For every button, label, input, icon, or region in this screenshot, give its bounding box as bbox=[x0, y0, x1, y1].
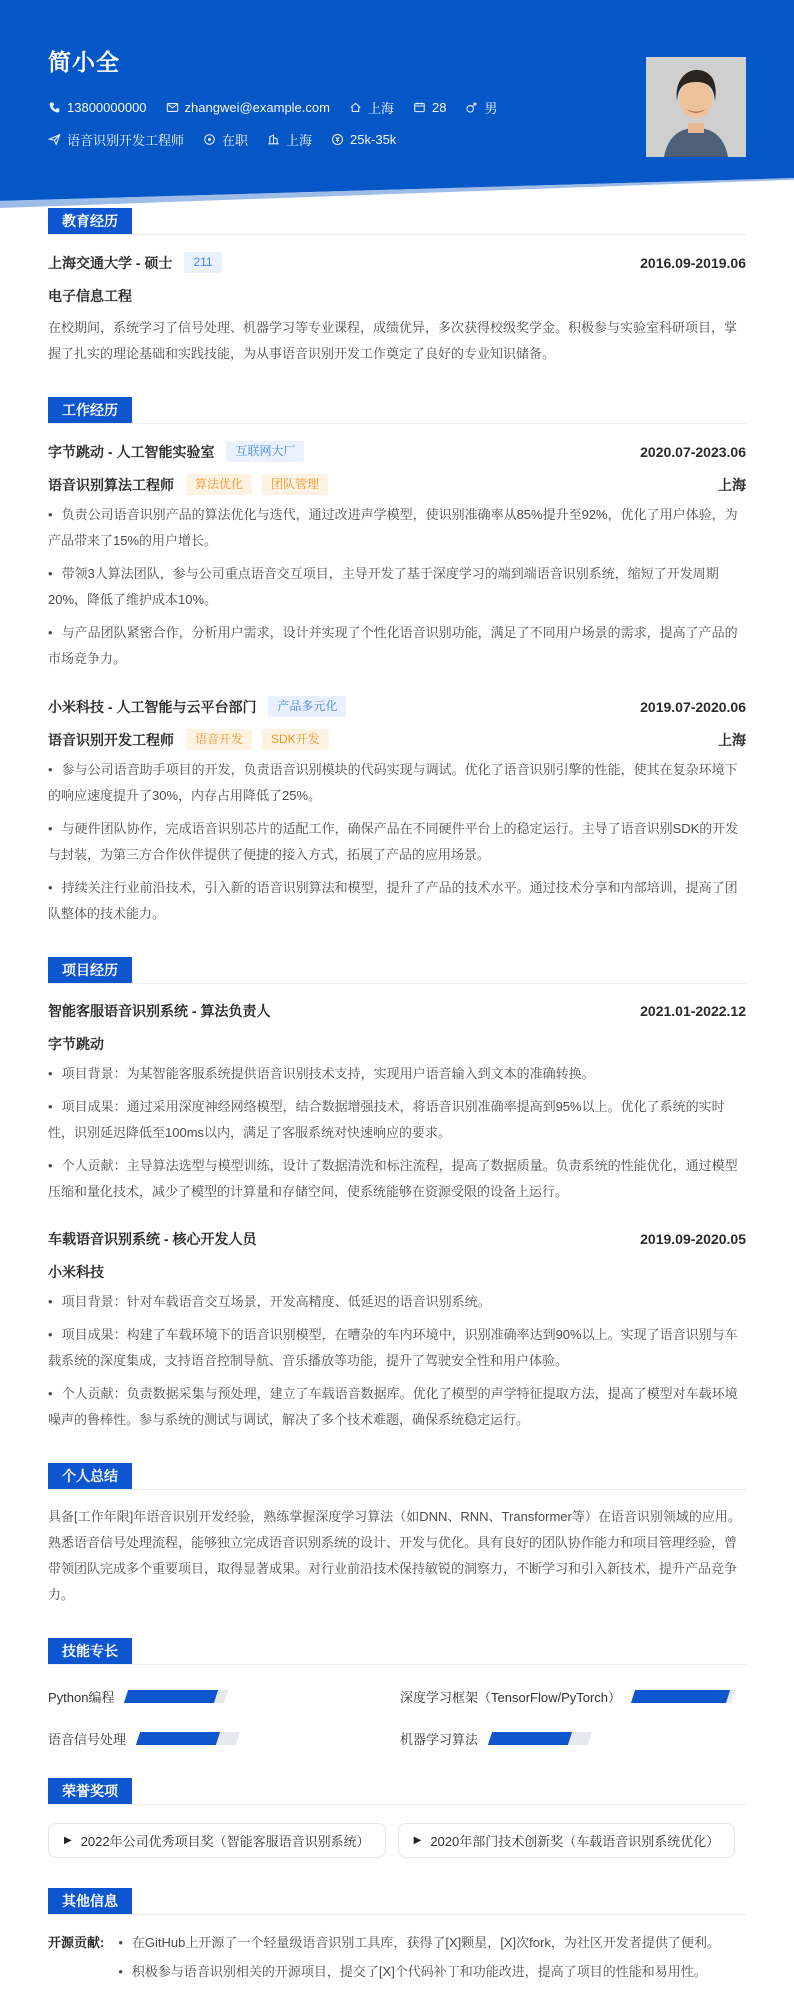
skill-name: 机器学习算法 bbox=[400, 1732, 479, 1747]
home-city: 上海 bbox=[367, 101, 394, 116]
bullet-icon: • bbox=[48, 1294, 53, 1309]
skill-bar-fill bbox=[488, 1732, 572, 1745]
section-education bbox=[48, 208, 746, 367]
contact-home bbox=[349, 98, 394, 117]
section-projects bbox=[48, 957, 746, 1433]
work-bullet: • 与硬件团队协作，完成语音识别芯片的适配工作，确保产品在不同硬件平台上的稳定运行。主导了语音识别SDK的开发与封装，为第三方合作伙伴提供了便捷的接入方式，拓展了产品的应用场景。 bbox=[48, 821, 739, 862]
position-tag: 算法优化 bbox=[186, 474, 252, 495]
section-honors bbox=[48, 1778, 746, 1858]
open-source-bullet: • 在GitHub上开源了一个轻量级语音识别工具库，获得了[X]颗星，[X]次fork，为社区开发者提供了便利。 bbox=[118, 1935, 720, 1950]
project-item-2 bbox=[48, 1229, 746, 1433]
contact-position bbox=[48, 130, 184, 149]
resume-header bbox=[0, 0, 794, 208]
bullet-icon: • bbox=[48, 507, 53, 522]
section-badge-projects: 项目经历 bbox=[48, 957, 132, 983]
section-header-summary bbox=[48, 1463, 746, 1490]
position-icon bbox=[48, 133, 61, 146]
salary-range: 25k-35k bbox=[350, 132, 397, 147]
bullet-icon: • bbox=[48, 1327, 53, 1342]
bullet-icon: • bbox=[48, 625, 53, 640]
section-badge-other: 其他信息 bbox=[48, 1888, 132, 1914]
skill-item-machine-learning bbox=[400, 1729, 746, 1748]
bullet-icon: • bbox=[48, 880, 53, 895]
work-location: 上海 bbox=[718, 476, 746, 493]
position-tag: 语音开发 bbox=[186, 729, 252, 750]
skill-bar bbox=[488, 1732, 592, 1745]
resume-content bbox=[0, 208, 794, 2013]
work-city: 上海 bbox=[286, 133, 313, 148]
company-name: 字节跳动 - 人工智能实验室 bbox=[48, 443, 215, 460]
section-badge-honors: 荣誉奖项 bbox=[48, 1778, 132, 1804]
project-bullet: • 项目成果：通过采用深度神经网络模型，结合数据增强技术，将语音识别准确率提高到95%以上。优化了系统的实时性，识别延迟降低至100ms以内，满足了客服系统对快速响应的要求。 bbox=[48, 1099, 725, 1140]
skill-bar bbox=[631, 1690, 735, 1703]
mail-icon bbox=[166, 101, 179, 114]
summary-text: 具备[工作年限]年语音识别开发经验，熟练掌握深度学习算法（如DNN、RNN、Transformer等）在语音识别领域的应用。熟悉语音信号处理流程，能够独立完成语音识别系统的设计、开发与优化。具有良好的团队协作能力和项目管理经验，曾带领团队完成多个重要项目，取得显著成果。对行业前沿技术保持敏锐的洞察力，不断学习和引入新技术，提升产品竞争力。 bbox=[48, 1509, 741, 1602]
skill-name: Python编程 bbox=[48, 1690, 115, 1705]
bullet-icon: • bbox=[48, 1099, 53, 1114]
work-date: 2019.07-2020.06 bbox=[640, 698, 746, 715]
honor-text: 2020年部门技术创新奖（车载语音识别系统优化） bbox=[430, 1834, 720, 1849]
contact-age bbox=[413, 100, 446, 115]
contact-phone bbox=[48, 100, 147, 115]
section-header-honors bbox=[48, 1778, 746, 1805]
bullet-icon: • bbox=[48, 566, 53, 581]
project-name: 车载语音识别系统 - 核心开发人员 bbox=[48, 1231, 257, 1247]
position-tag: 团队管理 bbox=[262, 474, 328, 495]
project-item-1 bbox=[48, 1001, 746, 1205]
project-bullet: • 项目成果：构建了车载环境下的语音识别模型，在嘈杂的车内环境中，识别准确率达到90%以上。实现了语音识别与车载系统的深度集成，支持语音控制导航、音乐播放等功能，提升了驾驶安全性和用户体验。 bbox=[48, 1327, 738, 1368]
candidate-name: 简小全 bbox=[48, 49, 120, 75]
project-bullet: • 个人贡献：主导算法选型与模型训练，设计了数据清洗和标注流程，提高了数据质量。负责系统的性能优化，通过模型压缩和量化技术，减少了模型的计算量和存储空间，使系统能够在资源受限的设备上运行。 bbox=[48, 1158, 738, 1199]
open-source-label: 开源贡献: bbox=[48, 1935, 105, 1950]
honors-row bbox=[48, 1823, 746, 1858]
skill-bar-fill bbox=[124, 1690, 218, 1703]
open-source-row bbox=[48, 1930, 746, 1985]
honor-text: 2022年公司优秀项目奖（智能客服语音识别系统） bbox=[80, 1834, 370, 1849]
section-header-skills bbox=[48, 1638, 746, 1665]
skill-item-python bbox=[48, 1687, 400, 1706]
section-work bbox=[48, 397, 746, 927]
open-source-bullet: • 积极参与语音识别相关的开源项目，提交了[X]个代码补丁和功能改进，提高了项目的性能和易用性。 bbox=[118, 1964, 707, 1979]
work-item-2 bbox=[48, 696, 746, 927]
profile-photo bbox=[646, 57, 746, 157]
project-date: 2021.01-2022.12 bbox=[640, 1003, 746, 1019]
school-name: 上海交通大学 - 硕士 bbox=[48, 254, 173, 271]
bullet-icon: • bbox=[48, 1386, 53, 1401]
company-tag: 互联网大厂 bbox=[226, 441, 304, 462]
project-bullet: • 项目背景：针对车载语音交互场景，开发高精度、低延迟的语音识别系统。 bbox=[48, 1294, 491, 1309]
skill-bar bbox=[124, 1690, 228, 1703]
skill-name: 深度学习框架（TensorFlow/PyTorch） bbox=[400, 1690, 622, 1705]
section-badge-summary: 个人总结 bbox=[48, 1463, 132, 1489]
project-company: 小米科技 bbox=[48, 1264, 104, 1280]
position-title: 语音识别开发工程师 bbox=[48, 731, 174, 748]
education-major: 电子信息工程 bbox=[48, 288, 132, 304]
status-icon bbox=[203, 133, 216, 146]
section-other bbox=[48, 1888, 746, 1985]
contact-status bbox=[203, 130, 248, 149]
section-badge-education: 教育经历 bbox=[48, 208, 132, 234]
email-address: zhangwei@example.com bbox=[184, 100, 330, 115]
section-badge-work: 工作经历 bbox=[48, 397, 132, 423]
work-bullet: • 持续关注行业前沿技术，引入新的语音识别算法和模型，提升了产品的技术水平。通过技术分享和内部培训，提高了团队整体的技术能力。 bbox=[48, 880, 738, 921]
contact-row-1 bbox=[48, 98, 746, 117]
company-name: 小米科技 - 人工智能与云平台部门 bbox=[48, 698, 257, 715]
company-tag: 产品多元化 bbox=[268, 696, 346, 717]
section-badge-skills: 技能专长 bbox=[48, 1638, 132, 1664]
work-bullet: • 负责公司语音识别产品的算法优化与迭代，通过改进声学模型，使识别准确率从85%提升至92%，优化了用户体验，为产品带来了15%的用户增长。 bbox=[48, 507, 738, 548]
school-tag-211: 211 bbox=[184, 252, 221, 273]
section-header-work bbox=[48, 397, 746, 424]
bullet-icon: • bbox=[48, 1158, 53, 1173]
work-bullet: • 带领3人算法团队，参与公司重点语音交互项目，主导开发了基于深度学习的端到端语音识别系统，缩短了开发周期20%，降低了维护成本10%。 bbox=[48, 566, 719, 607]
age-icon bbox=[413, 101, 426, 114]
project-bullet: • 个人贡献：负责数据采集与预处理，建立了车载语音数据库。优化了模型的声学特征提取方法，提高了模型对车载环境噪声的鲁棒性。参与系统的测试与调试，解决了多个技术难题，确保系统稳定运行。 bbox=[48, 1386, 738, 1427]
contact-row-2 bbox=[48, 130, 746, 149]
bullet-icon: • bbox=[48, 1066, 53, 1081]
project-company: 字节跳动 bbox=[48, 1036, 104, 1052]
job-status: 在职 bbox=[222, 133, 249, 148]
honor-item-2[interactable] bbox=[398, 1823, 736, 1858]
bullet-icon: • bbox=[118, 1935, 123, 1950]
position-title: 语音识别算法工程师 bbox=[48, 476, 174, 493]
play-icon: ▶ bbox=[413, 1835, 422, 1846]
position-tag: SDK开发 bbox=[262, 729, 329, 750]
work-location: 上海 bbox=[718, 731, 746, 748]
section-header-other bbox=[48, 1888, 746, 1915]
skill-name: 语音信号处理 bbox=[48, 1732, 127, 1747]
city-icon bbox=[267, 133, 280, 146]
skill-item-speech-signal bbox=[48, 1729, 400, 1748]
gender-icon bbox=[465, 101, 478, 114]
project-bullet: • 项目背景：为某智能客服系统提供语音识别技术支持，实现用户语音输入到文本的准确转换。 bbox=[48, 1066, 595, 1081]
home-icon bbox=[349, 101, 362, 114]
play-icon: ▶ bbox=[64, 1835, 72, 1846]
skill-bar-fill bbox=[136, 1732, 220, 1745]
section-skills bbox=[48, 1638, 746, 1748]
bullet-icon: • bbox=[48, 821, 53, 836]
project-date: 2019.09-2020.05 bbox=[640, 1231, 746, 1247]
phone-number: 13800000000 bbox=[67, 100, 147, 115]
section-header-education bbox=[48, 208, 746, 235]
work-bullet: • 参与公司语音助手项目的开发，负责语音识别模块的代码实现与调试。优化了语音识别引擎的性能，使其在复杂环境下的响应速度提升了30%，内存占用降低了25%。 bbox=[48, 762, 738, 803]
section-summary bbox=[48, 1463, 746, 1608]
work-date: 2020.07-2023.06 bbox=[640, 443, 746, 460]
skill-item-deep-learning bbox=[400, 1687, 746, 1706]
section-header-projects bbox=[48, 957, 746, 984]
job-title: 语音识别开发工程师 bbox=[67, 133, 185, 148]
bullet-icon: • bbox=[48, 762, 53, 777]
education-date: 2016.09-2019.06 bbox=[640, 254, 746, 271]
contact-email bbox=[166, 100, 330, 115]
gender-value: 男 bbox=[484, 101, 498, 116]
phone-icon bbox=[48, 101, 61, 114]
work-bullet: • 与产品团队紧密合作，分析用户需求，设计并实现了个性化语音识别功能，满足了不同用户场景的需求，提高了产品的市场竞争力。 bbox=[48, 625, 738, 666]
skill-bar bbox=[136, 1732, 240, 1745]
contact-gender bbox=[465, 98, 497, 117]
salary-icon bbox=[331, 133, 344, 146]
skills-grid bbox=[48, 1687, 746, 1748]
work-item-1 bbox=[48, 441, 746, 672]
bullet-icon: • bbox=[118, 1964, 123, 1979]
age-value: 28 bbox=[431, 100, 447, 115]
honor-item-1[interactable] bbox=[48, 1823, 386, 1858]
contact-city bbox=[267, 130, 312, 149]
contact-salary bbox=[331, 132, 396, 147]
education-description: 在校期间，系统学习了信号处理、机器学习等专业课程，成绩优异，多次获得校级奖学金。积极参与实验室科研项目，掌握了扎实的理论基础和实践技能，为从事语音识别开发工作奠定了良好的专业知识储备。 bbox=[48, 320, 738, 361]
skill-bar-fill bbox=[631, 1690, 730, 1703]
project-name: 智能客服语音识别系统 - 算法负责人 bbox=[48, 1003, 271, 1019]
